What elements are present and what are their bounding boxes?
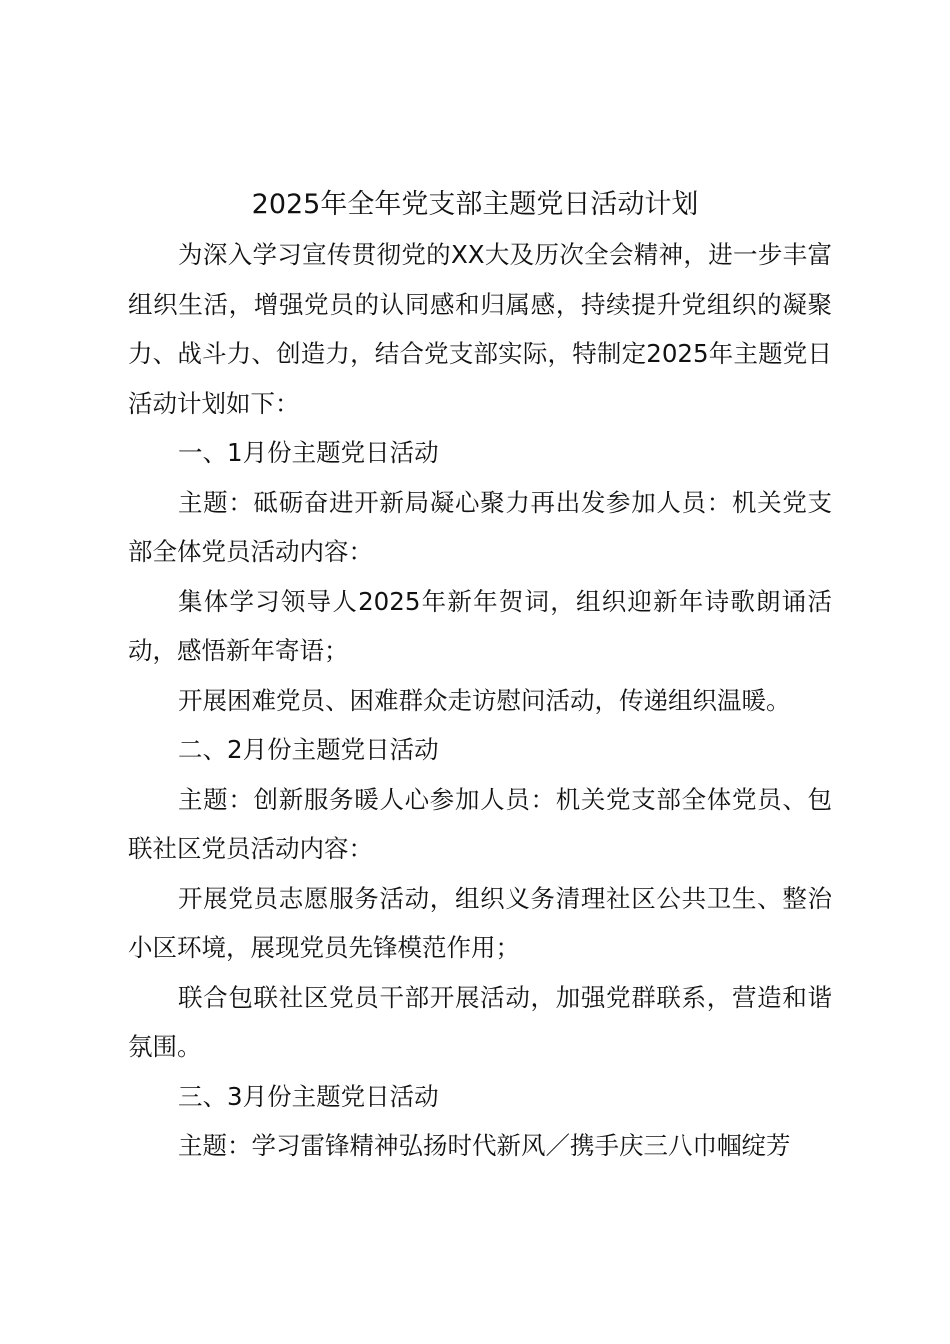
paragraph-february-item-2: 联合包联社区党员干部开展活动，加强党群联系，营造和谐氛围。 [128, 982, 832, 1061]
paragraph-january-item-2: 开展困难党员、困难群众走访慰问活动，传递组织温暖。 [178, 685, 791, 715]
paragraph-intro: 为深入学习宣传贯彻党的XX大及历次全会精神，进一步丰富组织生活，增强党员的认同感和归属感，持续提升党组织的凝聚力、战斗力、创造力，结合党支部实际，特制定2025年主题党日活动计划如下： [128, 240, 832, 418]
paragraph-february-item-1: 开展党员志愿服务活动，组织义务清理社区公共卫生、整治小区环境，展现党员先锋模范作用； [128, 883, 832, 962]
paragraph-march-theme: 主题：学习雷锋精神弘扬时代新风／携手庆三八巾帼绽芳 [178, 1131, 791, 1160]
document-body [128, 230, 832, 1171]
section-heading-february: 二、2月份主题党日活动 [178, 735, 439, 764]
section-heading-march: 三、3月份主题党日活动 [178, 1081, 439, 1111]
document-title: 2025年全年党支部主题党日活动计划 [251, 189, 699, 220]
paragraph-january-theme: 主题：砥砺奋进开新局凝心聚力再出发参加人员：机关党支部全体党员活动内容： [128, 487, 832, 566]
paragraph-february-theme: 主题：创新服务暖人心参加人员：机关党支部全体党员、包联社区党员活动内容： [128, 784, 832, 863]
paragraph-january-item-1: 集体学习领导人2025年新年贺词，组织迎新年诗歌朗诵活动，感悟新年寄语； [128, 586, 832, 665]
section-heading-january: 一、1月份主题党日活动 [178, 438, 439, 467]
